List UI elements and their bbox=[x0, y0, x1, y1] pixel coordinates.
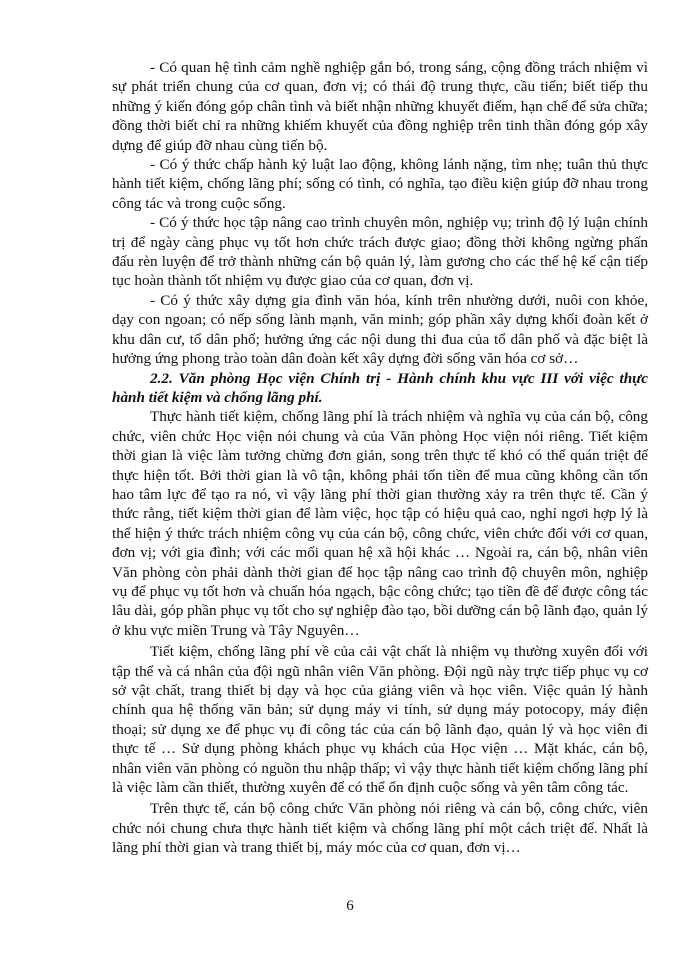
paragraph-material-saving: Tiết kiệm, chống lãng phí về của cải vật chất là nhiệm vụ thường xuyên đối với tập thể và cá nhân của đội ngũ nhân viên Văn phòng. Đội ngũ này trực tiếp phục vụ cơ sở vật chất, trang thiết bị dạy và học của giảng viên và học viên. Việc quản lý hành chính qua hệ thống văn bản; sử dụng máy vi tính, sử dụng máy potocopy, máy điện thoại; sử dụng xe để phục vụ đi công tác của cán bộ lãnh đạo, quản lý và học viên đi thực tế … Sử dụng phòng khách phục vụ khách của Học viện … Mặt khác, cán bộ, nhân viên văn phòng có nguồn thu nhập thấp; vì vậy thực hành tiết kiệm chống lãng phí là việc làm cần thiết, thường xuyên để có thể ổn định cuộc sống và yên tâm công tác. bbox=[112, 643, 648, 797]
paragraph-in-practice: Trên thực tế, cán bộ công chức Văn phòng nói riêng và cán bộ, công chức, viên chức nói chung chưa thực hành tiết kiệm và chống lãng phí một cách triệt để. Nhất là lãng phí thời gian và trang thiết bị, máy móc của cơ quan, đơn vị… bbox=[112, 800, 648, 857]
document-page bbox=[112, 58, 648, 858]
page-number: 6 bbox=[346, 898, 354, 914]
paragraph-discipline: - Có ý thức chấp hành kỷ luật lao động, không lánh nặng, tìm nhẹ; tuân thủ thực hành tiết kiệm, chống lãng phí; sống có tình, có nghĩa, tạo điều kiện giúp đỡ nhau trong công tác và trong cuộc sống. bbox=[112, 156, 648, 212]
section-heading: 2.2. Văn phòng Học viện Chính trị - Hành chính khu vực III với việc thực hành tiết kiệm và chống lãng phí. bbox=[112, 369, 648, 406]
paragraph-study: - Có ý thức học tập nâng cao trình chuyên môn, nghiệp vụ; trình độ lý luận chính trị để ngày càng phục vụ tốt hơn chức trách được giao; đồng thời không ngừng phấn đấu rèn luyện để trở thành những cán bộ quản lý, làm gương cho các thế hệ kế cận tiếp tục hoàn thành tốt nhiệm vụ được giao của cơ quan, đơn vị. bbox=[112, 214, 648, 290]
paragraph-time-saving: Thực hành tiết kiệm, chống lãng phí là trách nhiệm và nghĩa vụ của cán bộ, công chức, viên chức Học viện nói chung và của Văn phòng Học viện nói riêng. Tiết kiệm thời gian là việc làm tưởng chừng đơn giản, song trên thực tế khó có thể quán triệt để thực hiện tốt. Bởi thời gian là vô tận, không phải tốn tiền để mua cũng không cần tốn hao tâm lực để tạo ra nó, vì vậy lãng phí thời gian thường xảy ra trên thực tế. Cần ý thức rằng, tiết kiệm thời gian để làm việc, học tập có hiệu quả cao, nghỉ ngơi hợp lý là thể hiện ý thức trách nhiệm công vụ của cán bộ, công chức, viên chức đối với cơ quan, đơn vị; với gia đình; với các mối quan hệ xã hội khác … Ngoài ra, cán bộ, nhân viên Văn phòng còn phải dành thời gian để học tập nâng cao trình độ chuyên môn, nghiệp vụ để phục vụ tốt hơn và chuẩn hóa ngạch, bậc công chức; tạo tiền đề để được công tác lâu dài, góp phần phục vụ tốt cho sự nghiệp đào tạo, bồi dưỡng cán bộ lãnh đạo, quản lý ở khu vực miền Trung và Tây Nguyên… bbox=[112, 408, 648, 639]
paragraph-relationships: - Có quan hệ tình cảm nghề nghiệp gắn bó, trong sáng, cộng đồng trách nhiệm vì sự phát triển chung của cơ quan, đơn vị; có thái độ trung thực, cầu tiến; biết tiếp thu những ý kiến đóng góp chân tình và biết nhận những khuyết điểm, hạn chế để sửa chữa; đồng thời biết chỉ ra những khiếm khuyết của đồng nghiệp trên tinh thần đóng góp xây dựng để giúp đỡ nhau cùng tiến bộ. bbox=[112, 59, 648, 154]
paragraph-family-culture: - Có ý thức xây dựng gia đình văn hóa, kính trên nhường dưới, nuôi con khỏe, dạy con ngoan; có nếp sống lành mạnh, văn minh; góp phần xây dựng khối đoàn kết ở khu dân cư, tổ dân phố; hưởng ứng các nội dung thi đua của tổ dân phố và đặc biệt là hưởng ứng phong trào toàn dân đoàn kết xây dựng đời sống văn hóa cơ sở… bbox=[112, 291, 648, 368]
